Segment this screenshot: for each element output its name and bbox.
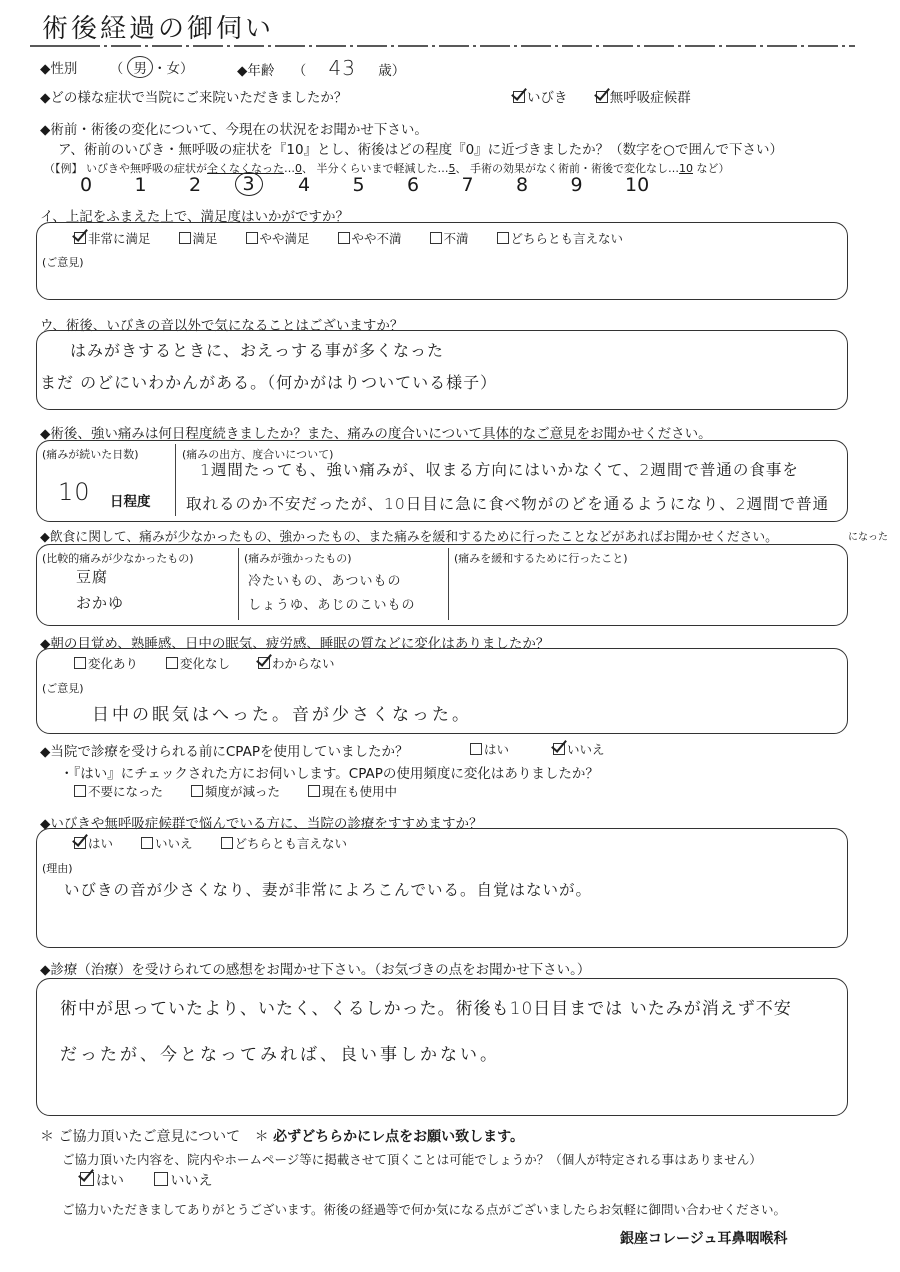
age-value[interactable]: 43 [328, 56, 356, 80]
sleep-options [74, 654, 335, 672]
scale-number-1[interactable]: 1 [134, 174, 147, 196]
scale-number-2[interactable]: 2 [189, 174, 202, 196]
footer-options [80, 1170, 212, 1190]
option-ibiki[interactable]: いびき [513, 90, 568, 106]
symptom-question: ◆どの様な症状で当院にご来院いただきましたか？ [40, 90, 348, 106]
checkbox-icon [553, 743, 565, 755]
option-not-needed[interactable]: 不要になった [74, 784, 163, 799]
checkbox-icon [513, 91, 525, 103]
checkbox-icon [470, 743, 482, 755]
gender-row: ◆性別 （ 男 ・女） [40, 56, 193, 78]
pain-divider [175, 444, 176, 516]
checkbox-icon [74, 785, 86, 797]
option-recommend-yes[interactable]: はい [74, 836, 113, 851]
option-still-using[interactable]: 現在も使用中 [308, 784, 397, 799]
gender-male[interactable]: 男 [127, 56, 153, 78]
footer-note-bold: 必ずどちらかにレ点をお願い致します。 [273, 1129, 524, 1145]
option-recommend-neither[interactable]: どちらとも言えない [221, 836, 348, 851]
age-row: ◆年齢 （ 43 歳） [237, 56, 406, 80]
checkbox-icon [74, 657, 86, 669]
checkbox-icon [74, 232, 86, 244]
pain-days-label: (痛みが続いた日数) [42, 448, 139, 461]
pain-degree-line3[interactable]: になった [848, 532, 888, 543]
title-underline [30, 38, 860, 50]
option-neither[interactable]: どちらとも言えない [497, 231, 624, 246]
checkbox-icon [308, 785, 320, 797]
option-satisfied[interactable]: 満足 [179, 231, 218, 246]
option-recommend-no[interactable]: いいえ [141, 836, 193, 851]
option-cpap-yes[interactable]: はい [470, 742, 509, 757]
checkbox-icon [338, 232, 350, 244]
option-consent-yes[interactable]: はい [80, 1173, 124, 1189]
option-apnea[interactable]: 無呼吸症候群 [596, 90, 691, 106]
scale-number-8[interactable]: 8 [516, 174, 529, 196]
food-question: ◆飲食に関して、痛みが少なかったもの、強かったもの、また痛みを緩和するために行ったことなどがあればお聞かせください。 [40, 530, 778, 545]
satisfaction-options [74, 229, 623, 247]
food-divider-2 [448, 548, 449, 620]
checkbox-icon [221, 837, 233, 849]
food-divider-1 [238, 548, 239, 620]
change-example: （【例】 いびきや無呼吸の症状が全くなくなった…0、 半分くらいまで軽減した…5、 手術の効果がなく術前・術後で変化なし…10 など） [44, 162, 730, 175]
option-consent-no[interactable]: いいえ [154, 1173, 212, 1189]
scale-number-9[interactable]: 9 [570, 174, 583, 196]
recommend-reason-label: (理由) [42, 862, 73, 875]
pain-days-value[interactable]: 10 [58, 478, 91, 506]
footer-consent: ご協力頂いた内容を、院内やホームページ等に掲載させて頂くことは可能でしょうか？（個人が特定される事はありません） [62, 1152, 762, 1167]
checkbox-icon [258, 657, 270, 669]
gender-female[interactable]: 女 [166, 61, 180, 77]
checkbox-icon [191, 785, 203, 797]
sleep-question: ◆朝の目覚め、熟睡感、日中の眠気、疲労感、睡眠の質などに変化はありましたか？ [40, 636, 550, 652]
cpap-sub-question: ・『はい』にチェックされた方にお伺いします。CPAPの使用頻度に変化はありましたか？ [60, 766, 599, 782]
checkbox-icon [430, 232, 442, 244]
clinic-name: 銀座コレージュ耳鼻咽喉科 [620, 1231, 788, 1247]
cpap-question: ◆当院で診療を受けられる前にCPAPを使用していましたか？ [40, 744, 409, 760]
option-dissatisfied[interactable]: 不満 [430, 231, 469, 246]
checkbox-icon [166, 657, 178, 669]
option-cpap-no[interactable]: いいえ [553, 742, 605, 757]
option-very-satisfied[interactable]: 非常に満足 [74, 231, 151, 246]
option-no-change[interactable]: 変化なし [166, 656, 230, 671]
other-answer-line1[interactable]: はみがきするときに、おえっする事が多くなった [70, 341, 445, 360]
option-somewhat-satisfied[interactable]: やや満足 [246, 231, 310, 246]
sleep-opinion[interactable]: 日中の眠気はへった。音が少さくなった。 [92, 705, 472, 725]
food-strong-label: (痛みが強かったもの) [244, 552, 352, 565]
food-strong-2[interactable]: しょうゆ、あじのこいもの [248, 598, 416, 613]
change-header: ◆術前・術後の変化について、今現在の状況をお聞かせ下さい。 [40, 122, 428, 138]
other-answer-line2[interactable]: まだ のどにいわかんがある。（何かがはりついている様子） [40, 373, 498, 392]
food-less-1[interactable]: 豆腐 [76, 568, 109, 586]
recommend-options [74, 834, 347, 852]
scale-number-6[interactable]: 6 [407, 174, 420, 196]
scale-number-7[interactable]: 7 [461, 174, 474, 196]
checkbox-icon [596, 91, 608, 103]
pain-days-unit: 日程度 [110, 494, 151, 510]
checkbox-icon [497, 232, 509, 244]
impression-line1[interactable]: 術中が思っていたより、いたく、くるしかった。術後も10日目までは いたみが消えず不安 [60, 999, 792, 1019]
scale-number-3[interactable]: 3 [235, 172, 263, 196]
checkbox-icon [74, 837, 86, 849]
pain-degree-line2[interactable]: 取れるのか不安だったが、10日目に急に食べ物がのどを通るようになり、2週間で普通 [186, 495, 830, 513]
pain-question: ◆術後、強い痛みは何日程度続きましたか？また、痛みの度合いについて具体的なご意見をお聞かせください。 [40, 426, 712, 442]
sleep-opinion-label: (ご意見) [42, 682, 84, 695]
scale-number-5[interactable]: 5 [352, 174, 365, 196]
impression-line2[interactable]: だったが、今となってみれば、良い事しかない。 [60, 1045, 500, 1065]
recommend-reason[interactable]: いびきの音が少さくなり、妻が非常によろこんでいる。自覚はないが。 [64, 881, 593, 899]
footer-thanks: ご協力いただきましてありがとうございます。術後の経過等で何か気になる点がございましたらお気軽に御問い合わせください。 [62, 1202, 787, 1217]
option-changed[interactable]: 変化あり [74, 656, 138, 671]
gender-label: ◆性別 [40, 61, 78, 77]
other-question: ウ、術後、いびきの音以外で気になることはございますか？ [40, 318, 404, 334]
scale-number-10[interactable]: 10 [625, 174, 650, 196]
satisfaction-question: イ、上記をふまえた上で、満足度はいかがですか？ [40, 209, 350, 225]
change-question-a: ア、術前のいびき・無呼吸の症状を『10』とし、術後はどの程度『0』に近づきましたか？（数字を○で囲んで下さい） [58, 142, 783, 158]
option-unknown[interactable]: わからない [258, 656, 335, 671]
age-label: ◆年齢 [237, 63, 275, 79]
food-strong-1[interactable]: 冷たいもの、あついもの [248, 574, 402, 589]
satisfaction-opinion-label: (ご意見) [42, 256, 84, 269]
page-title: 術後経過の御伺い [42, 14, 275, 44]
checkbox-icon [154, 1172, 168, 1186]
food-less-label: (比較的痛みが少なかったもの) [42, 552, 194, 565]
scale-number-0[interactable]: 0 [80, 174, 93, 196]
checkbox-icon [246, 232, 258, 244]
food-less-2[interactable]: おかゆ [76, 594, 125, 612]
impression-question: ◆診療（治療）を受けられての感想をお聞かせ下さい。（お気づきの点をお聞かせ下さい。） [40, 962, 591, 978]
option-somewhat-dissatisfied[interactable]: やや不満 [338, 231, 402, 246]
pain-degree-label: (痛みの出方、度合いについて) [182, 448, 334, 461]
cpap-options [470, 740, 605, 758]
footer-note: ＊ ご協力頂いたご意見について ＊ 必ずどちらかにレ点をお願い致します。 [40, 1129, 524, 1145]
checkbox-icon [141, 837, 153, 849]
scale-number-4[interactable]: 4 [298, 174, 311, 196]
symptom-options [513, 86, 691, 106]
checkbox-icon [179, 232, 191, 244]
cpap-sub-options [74, 782, 397, 800]
checkbox-icon [80, 1172, 94, 1186]
scale-row [80, 174, 680, 204]
pain-degree-line1[interactable]: 1週間たっても、強い痛みが、収まる方向にはいかなくて、2週間で普通の食事を [200, 461, 799, 479]
recommend-question: ◆いびきや無呼吸症候群で悩んでいる方に、当院の診療をすすめますか？ [40, 816, 483, 832]
food-relief-label: (痛みを緩和するために行ったこと) [454, 552, 628, 565]
option-less-frequent[interactable]: 頻度が減った [191, 784, 280, 799]
